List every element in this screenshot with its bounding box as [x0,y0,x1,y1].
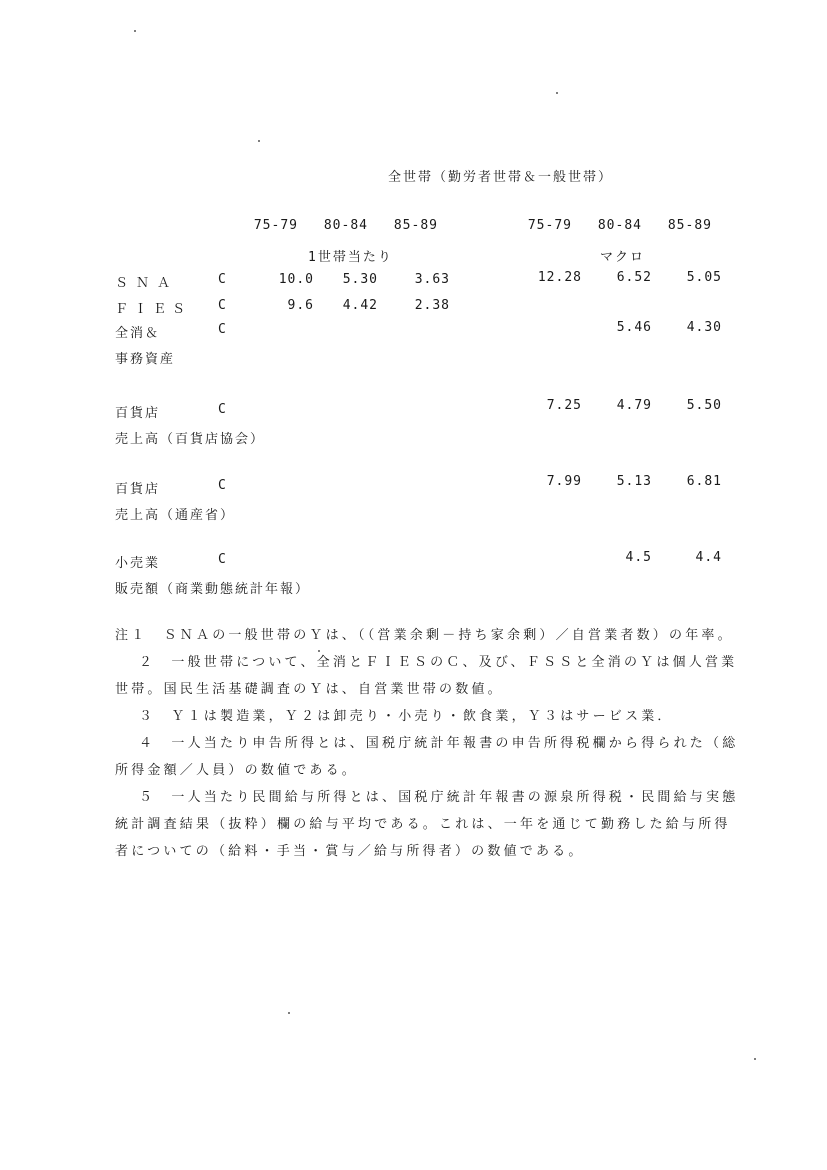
row-c: C [218,478,228,493]
scan-speck [754,1058,756,1060]
row-label: 全消＆ [115,326,161,341]
row-sub-label: 売上高（通産省） [115,508,236,523]
row-sub-label: 事務資産 [115,352,176,367]
row-c: C [218,322,228,337]
row-label: 小売業 [115,556,161,571]
header-right-1: 75-79 [527,218,572,233]
cell: 4.4 [695,550,722,565]
row-label: 百貨店 [115,482,161,497]
note-3: ３ Ｙ１は製造業，Ｙ２は卸売り・小売り・飲食業，Ｙ３はサービス業． [139,709,674,724]
left-caption: 1世帯当たり [308,250,393,265]
header-left-1: 75-79 [253,218,298,233]
right-caption: マクロ [600,250,646,265]
cell: 12.28 [537,270,582,285]
row-c: C [218,402,228,417]
cell: 5.30 [342,272,378,287]
cell: 4.79 [616,398,652,413]
row-label: ＳＮＡ [115,276,179,291]
cell: 7.99 [546,474,582,489]
cell: 2.38 [414,298,450,313]
scan-speck [258,140,260,142]
header-left-2: 80-84 [323,218,368,233]
cell: 4.30 [686,320,722,335]
cell: 10.0 [278,272,314,287]
row-c: C [218,298,228,313]
header-left-3: 85-89 [393,218,438,233]
row-label: 百貨店 [115,406,161,421]
table-title: 全世帯（勤労者世帯＆一般世帯） [388,170,614,185]
cell: 3.63 [414,272,450,287]
cell: 7.25 [546,398,582,413]
row-sub-label: 販売額（商業動態統計年報） [115,582,311,597]
note-4: ４ 一人当たり申告所得とは、国税庁統計年報書の申告所得税欄から得られた（総所得金額／人員）の数値である。 [115,736,739,778]
cell: 9.6 [287,298,314,313]
cell: 5.50 [686,398,722,413]
scan-speck [134,30,136,32]
cell: 4.42 [342,298,378,313]
row-c: C [218,272,228,287]
cell: 6.81 [686,474,722,489]
note-5: ５ 一人当たり民間給与所得とは、国税庁統計年報書の源泉所得税・民間給与実態統計調査結果（抜粋）欄の給与平均である。これは、一年を通じて勤務した給与所得者についての（給料・手当・賞与／給与所得者）の数値である。 [115,790,739,859]
cell: 5.46 [616,320,652,335]
note-1: 注１ ＳＮＡの一般世帯のＹは、（（営業余剰－持ち家余剰）／自営業者数）の年率。 [115,628,734,643]
note-2: ２ 一般世帯について、全消とＦＩＥＳのＣ、及び、ＦＳＳと全消のＹは個人営業世帯。国民生活基礎調査のＹは、自営業世帯の数値。 [115,655,738,697]
cell: 6.52 [616,270,652,285]
cell: 5.05 [686,270,722,285]
notes-block [115,622,745,865]
row-sub-label: 売上高（百貨店協会） [115,432,266,447]
scan-speck [288,1012,290,1014]
row-c: C [218,552,228,567]
row-label: ＦＩＥＳ [115,302,192,317]
cell: 4.5 [625,550,652,565]
cell: 5.13 [616,474,652,489]
scan-speck [556,92,558,94]
header-right-2: 80-84 [597,218,642,233]
header-right-3: 85-89 [667,218,712,233]
